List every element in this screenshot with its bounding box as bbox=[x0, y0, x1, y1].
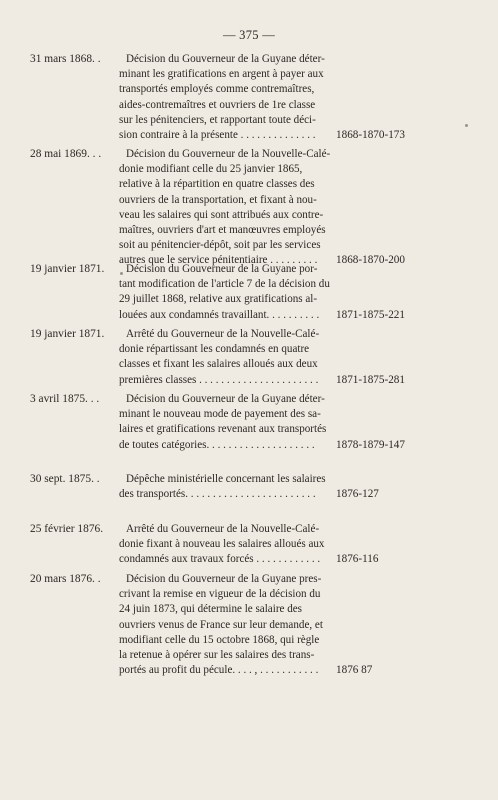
index-entry bbox=[0, 522, 498, 570]
paper-speck bbox=[120, 272, 123, 275]
entry-date: 25 février 1876. bbox=[30, 523, 104, 535]
entry-date: 31 mars 1868. . bbox=[30, 53, 101, 65]
entry-text-line: donie modifiant celle du 25 janvier 1865, bbox=[119, 163, 303, 176]
entry-description bbox=[119, 572, 331, 678]
entry-text-line: donie fixant à nouveau les salaires alloués aux bbox=[119, 538, 325, 551]
entry-date: 19 janvier 1871. bbox=[30, 328, 105, 340]
entry-text-line: crivant la remise en vigueur de la décision du bbox=[119, 588, 321, 601]
entry-text-line: maîtres, ouvriers d'art et manœuvres employés bbox=[119, 224, 326, 237]
entry-reference: 1876-116 bbox=[336, 553, 379, 566]
entry-text-line: ouvriers de la transportation, et fixant à nou- bbox=[119, 193, 317, 206]
entry-text-line: autres que le service pénitentiaire . . . . . . . . . bbox=[119, 254, 318, 267]
entry-text-line: minant les gratifications en argent à payer aux bbox=[119, 68, 324, 81]
entry-text-line: tant modification de l'article 7 de la décision du bbox=[119, 278, 330, 291]
entry-description bbox=[119, 392, 331, 453]
entry-text-line: ouvriers venus de France sur leur demande, et bbox=[119, 618, 323, 631]
entry-reference: 1868-1870-200 bbox=[336, 254, 405, 267]
entry-description bbox=[119, 327, 331, 388]
entry-text-line: sur les pénitenciers, et rapportant toute déci- bbox=[119, 113, 316, 126]
entry-text-line: la retenue à opérer sur les salaires des trans- bbox=[119, 649, 315, 662]
entry-text-line: Arrêté du Gouverneur de la Nouvelle-Calé- bbox=[126, 328, 320, 340]
entry-text-line: aides-contremaîtres et ouvriers de 1re classe bbox=[119, 98, 316, 111]
entry-text-line: louées aux condamnés travaillant. . . . . . . . . . bbox=[119, 308, 320, 321]
entry-date: 30 sept. 1875. . bbox=[30, 473, 100, 485]
entry-text-line: transportés employés comme contremaîtres, bbox=[119, 83, 315, 96]
entry-text-line: veau les salaires qui sont attribués aux contre- bbox=[119, 208, 324, 221]
entry-text-line: Arrêté du Gouverneur de la Nouvelle-Calé- bbox=[126, 523, 320, 535]
index-entry bbox=[0, 392, 498, 455]
entry-text-line: condamnés aux travaux forcés . . . . . . . . . . . . bbox=[119, 553, 321, 566]
entry-text-line: Dépêche ministérielle concernant les salaires bbox=[126, 473, 326, 485]
paper-speck bbox=[465, 124, 468, 127]
entry-description bbox=[119, 262, 331, 323]
entry-description bbox=[119, 472, 331, 502]
entry-text-line: laires et gratifications revenant aux transportés bbox=[119, 423, 327, 436]
entry-date: 20 mars 1876. . bbox=[30, 573, 101, 585]
index-entry bbox=[0, 147, 498, 271]
entry-text-line: modifiant celle du 15 octobre 1868, qui règle bbox=[119, 633, 320, 646]
index-entry bbox=[0, 572, 498, 680]
entry-text-line: soit au pénitencier-dépôt, soit par les services bbox=[119, 239, 321, 252]
entry-text-line: sion contraire à la présente . . . . . . . . . . . . . . bbox=[119, 129, 316, 142]
entry-text-line: Décision du Gouverneur de la Guyane déter- bbox=[126, 393, 325, 405]
entry-text-line: Décision du Gouverneur de la Nouvelle-Calé- bbox=[126, 148, 331, 160]
entry-text-line: relative à la répartition en quatre classes des bbox=[119, 178, 315, 191]
index-entry bbox=[0, 327, 498, 390]
entry-reference: 1871-1875-221 bbox=[336, 308, 405, 321]
entry-description bbox=[119, 52, 331, 143]
entry-text-line: de toutes catégories. . . . . . . . . . . . . . . . . . . . bbox=[119, 438, 315, 451]
page-number: — 375 — bbox=[222, 28, 276, 42]
index-entry bbox=[0, 472, 498, 504]
entry-text-line: portés au profit du pécule. . . . , . . . . . . . . . . . bbox=[119, 664, 319, 677]
entry-text-line: Décision du Gouverneur de la Guyane déter- bbox=[126, 53, 325, 65]
entry-reference: 1876 87 bbox=[336, 664, 373, 677]
index-entry bbox=[0, 52, 498, 145]
entry-text-line: minant le nouveau mode de payement des sa- bbox=[119, 408, 321, 421]
entry-reference: 1871-1875-281 bbox=[336, 373, 405, 386]
index-entry bbox=[0, 262, 498, 325]
entry-text-line: 29 juillet 1868, relative aux gratifications al- bbox=[119, 293, 318, 306]
entry-date: 19 janvier 1871. bbox=[30, 263, 105, 275]
entry-text-line: classes et fixant les salaires alloués aux deux bbox=[119, 358, 318, 371]
entry-reference: 1878-1879-147 bbox=[336, 438, 405, 451]
entry-date: 28 mai 1869. . . bbox=[30, 148, 102, 160]
entry-text-line: des transportés. . . . . . . . . . . . . . . . . . . . . . . . bbox=[119, 488, 316, 501]
entry-text-line: donie répartissant les condamnés en quatre bbox=[119, 343, 310, 356]
entry-reference: 1868-1870-173 bbox=[336, 129, 405, 141]
entry-description bbox=[119, 522, 331, 568]
entry-reference: 1876-127 bbox=[336, 488, 379, 501]
entry-text-line: Décision du Gouverneur de la Guyane pres- bbox=[126, 573, 322, 585]
entry-text-line: premières classes . . . . . . . . . . . . . . . . . . . . . . bbox=[119, 373, 319, 386]
entry-text-line: Décision du Gouverneur de la Guyane por- bbox=[126, 263, 318, 275]
entry-date: 3 avril 1875. . . bbox=[30, 393, 100, 405]
entry-text-line: 24 juin 1873, qui détermine le salaire des bbox=[119, 603, 302, 616]
entry-description bbox=[119, 147, 331, 269]
